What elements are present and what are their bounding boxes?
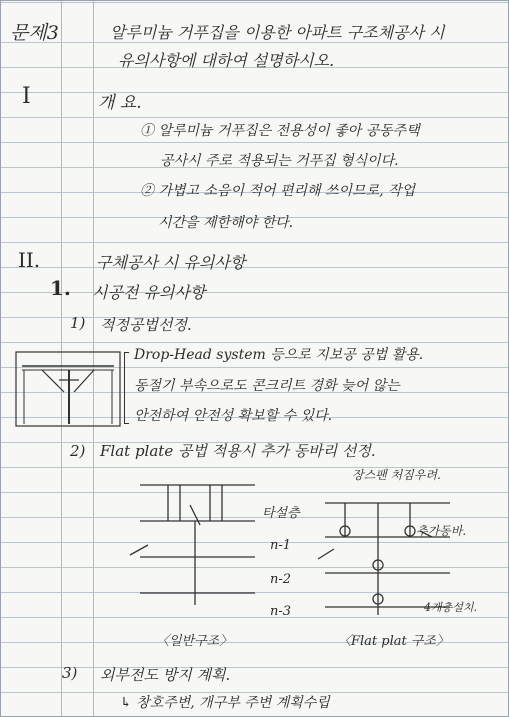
section-1-heading: 개 요. [98,93,142,113]
floor-label-n1: n-1 [270,538,292,553]
drop-head-sketch [14,350,124,430]
section-2-numeral: II. [18,248,41,272]
bracket-line [124,352,129,424]
floor-label-n2: n-2 [270,572,292,587]
subsection-1-heading: 시공전 유의사항 [92,283,206,302]
section-1-numeral: I [22,84,31,109]
item-3-line-1: ↳ 창호주변, 개구부 주변 계획수립 [120,695,330,711]
floor-label-n3: n-3 [270,604,292,619]
overview-point-1-line-2: 공사시 주로 적용되는 거푸집 형식이다. [160,153,399,169]
annotation-long-span: 장스팬 처짐우려. [352,468,441,482]
item-1-line-1: Drop-Head system 등으로 지보공 공법 활용. [134,347,424,363]
overview-point-2-line-2: 시간을 제한해야 한다. [158,215,294,231]
annotation-additional-shoring: 추가동바. [416,524,467,538]
caption-general-structure: 〈일반구조〉 [156,634,233,649]
flat-plate-structure-sketch [318,503,450,615]
problem-label: 문제3 [10,22,59,44]
general-structure-sketch [130,485,255,605]
item-1-line-3: 안전하여 안전성 확보할 수 있다. [134,408,333,424]
formwork-comparison-diagram [120,465,490,650]
item-3-number: 3) [62,664,78,682]
section-2-heading: 구체공사 시 유의사항 [96,253,246,272]
annotation-four-floors: 4개층설치. [424,601,477,614]
item-3-title: 외부전도 방지 계획. [100,666,231,684]
overview-point-1-line-1: ① 알루미늄 거푸집은 전용성이 좋아 공동주택 [140,123,420,139]
overview-point-2-line-1: ② 가볍고 소음이 적어 편리해 쓰이므로, 작업 [140,183,416,199]
item-1-number: 1) [70,314,86,332]
problem-title-continued: 유의사항에 대하여 설명하시오. [118,51,335,70]
item-2-number: 2) [70,442,86,460]
subsection-1-number: 1. [50,276,71,300]
item-2-title: Flat plate 공법 적용시 추가 동바리 선정. [100,442,376,460]
problem-title: 알루미늄 거푸집을 이용한 아파트 구조체공사 시 [110,23,445,42]
item-1-line-2: 동절기 부속으로도 콘크리트 경화 늦어 않는 [134,378,400,394]
caption-flat-plate-structure: 〈Flat plat 구조〉 [338,634,449,649]
floor-label-top: 타설층 [262,506,300,521]
item-1-title: 적정공법선정. [100,316,192,334]
